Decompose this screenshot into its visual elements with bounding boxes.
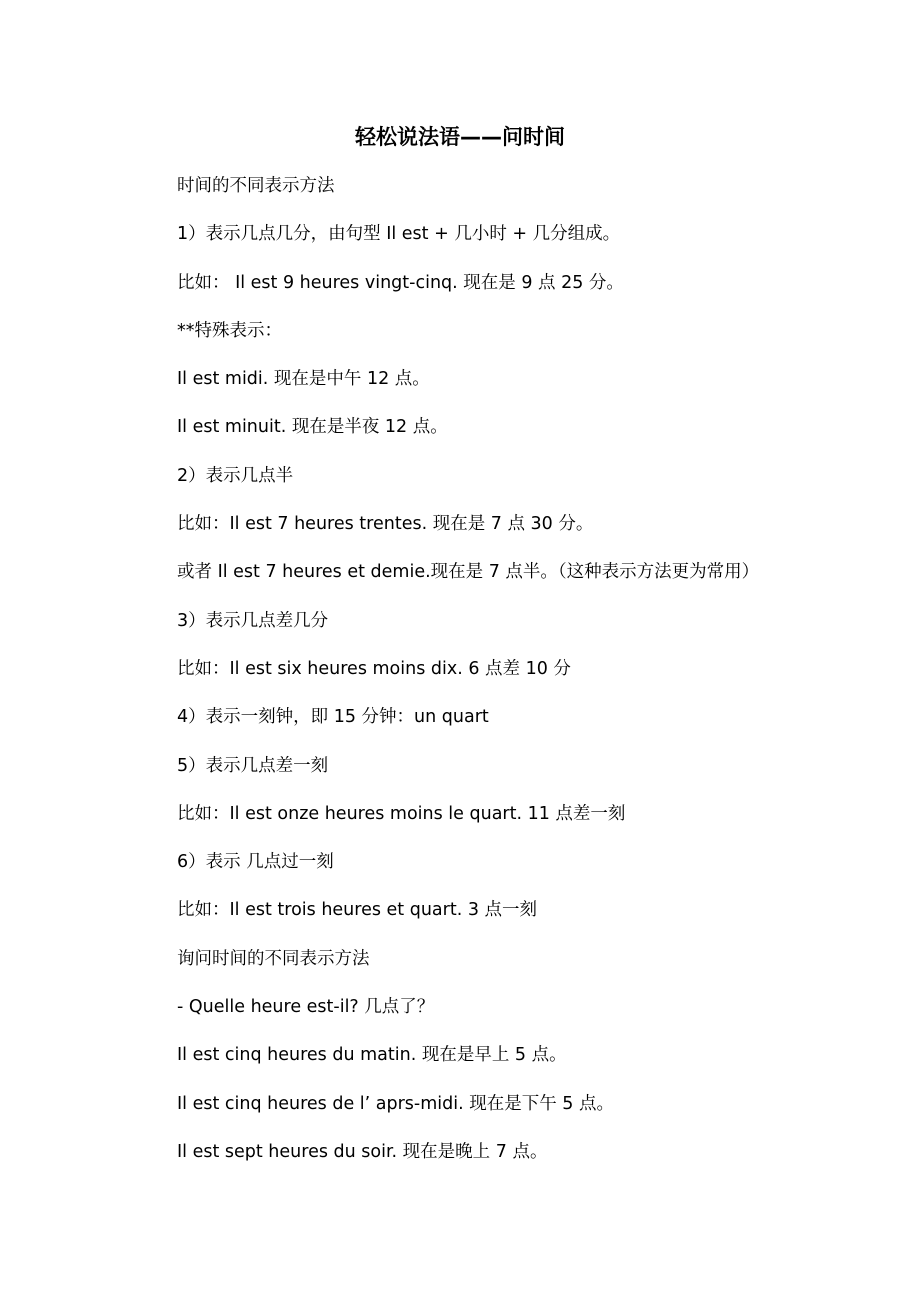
text-line: 5）表示几点差一刻 <box>177 755 329 776</box>
text-line: **特殊表示： <box>177 320 282 341</box>
text-line: Il est midi. 现在是中午 12 点。 <box>177 369 430 390</box>
text-line: Il est cinq heures du matin. 现在是早上 5 点。 <box>177 1045 567 1066</box>
text-line: 比如：Il est onze heures moins le quart. 11 点差一刻 <box>177 803 626 824</box>
text-line: 时间的不同表示方法 <box>177 176 335 196</box>
text-line: 比如：Il est trois heures et quart. 3 点一刻 <box>177 900 538 921</box>
text-line: Il est minuit. 现在是半夜 12 点。 <box>177 417 448 438</box>
text-line: 3）表示几点差几分 <box>177 610 329 631</box>
document-title: 轻松说法语——问时间 <box>355 125 565 149</box>
text-line: 6）表示 几点过一刻 <box>177 852 334 873</box>
text-line: Il est sept heures du soir. 现在是晚上 7 点。 <box>177 1141 548 1162</box>
text-line: 询问时间的不同表示方法 <box>177 948 370 969</box>
document-body <box>177 169 877 1183</box>
text-line: 比如： Il est 9 heures vingt-cinq. 现在是 9 点 25 分。 <box>177 272 624 293</box>
text-line: 4）表示一刻钟，即 15 分钟：un quart <box>177 707 489 728</box>
text-line: - Quelle heure est-il? 几点了？ <box>177 997 435 1018</box>
text-line: 比如：Il est 7 heures trentes. 现在是 7 点 30 分。 <box>177 514 594 535</box>
text-line: 1）表示几点几分，由句型 Il est + 几小时 + 几分组成。 <box>177 224 621 245</box>
text-line: 比如：Il est six heures moins dix. 6 点差 10 分 <box>177 658 571 679</box>
text-line: 2）表示几点半 <box>177 465 294 486</box>
text-line: 或者 Il est 7 heures et demie.现在是 7 点半。（这种表示方法更为常用） <box>177 562 760 583</box>
text-line: Il est cinq heures de l’ aprs-midi. 现在是下午 5 点。 <box>177 1093 614 1114</box>
